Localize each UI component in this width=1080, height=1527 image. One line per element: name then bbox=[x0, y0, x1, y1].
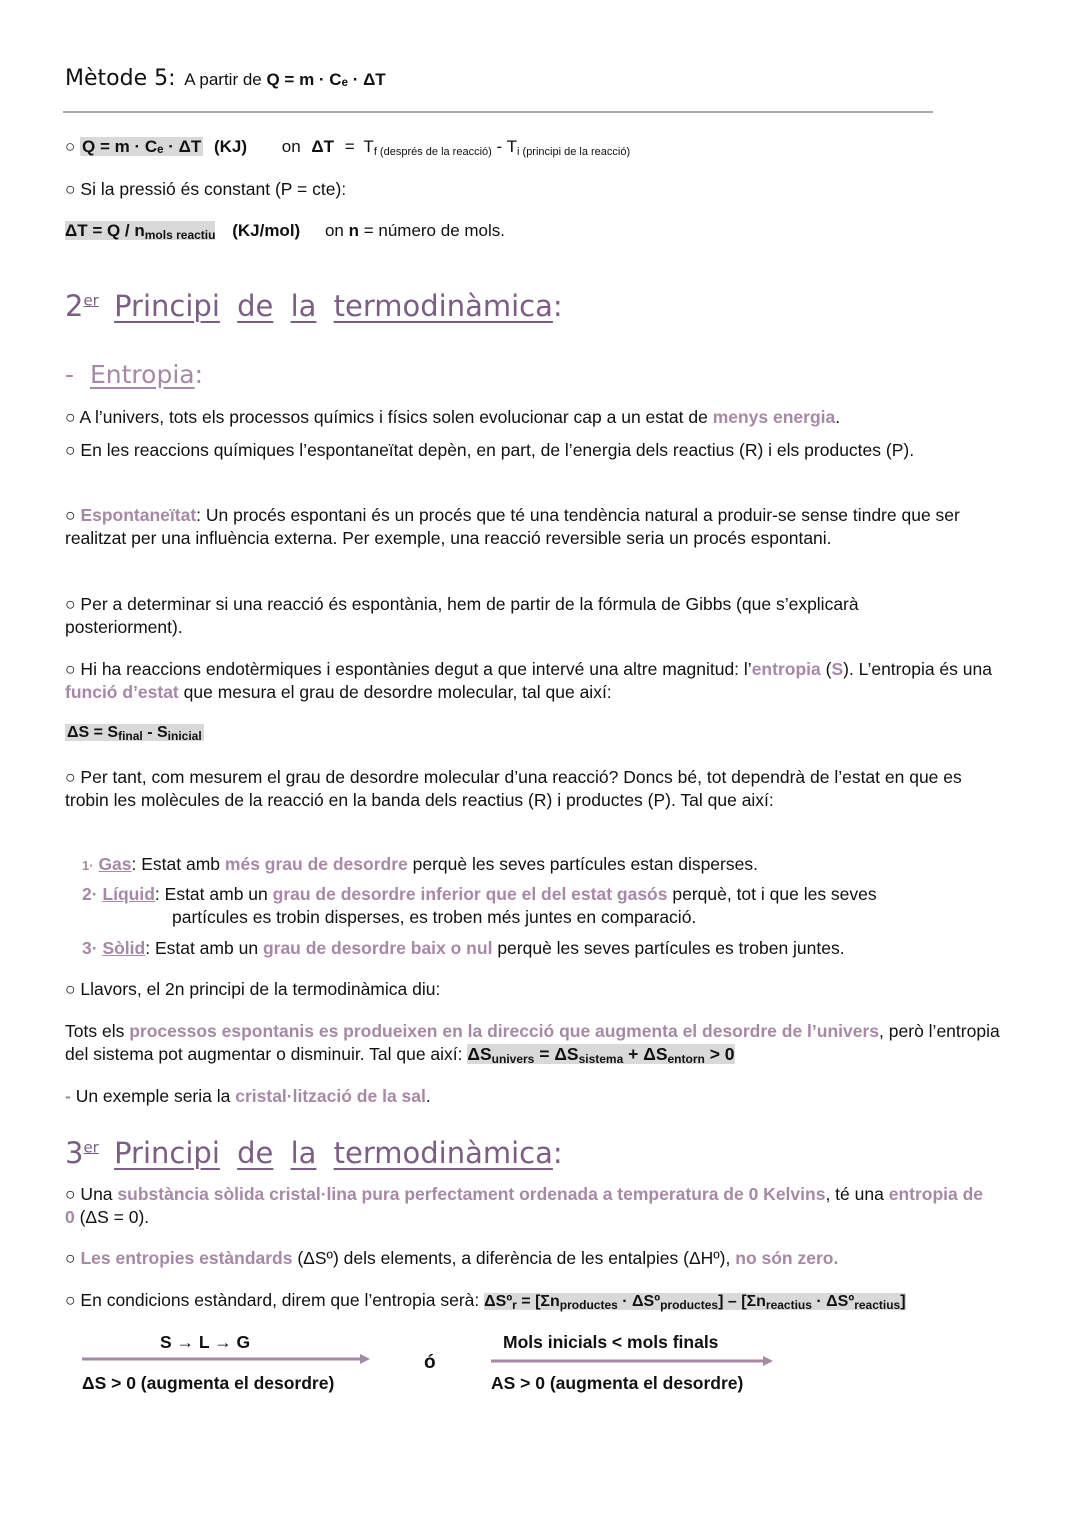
arrow-left-top-label: S → L → G bbox=[160, 1332, 251, 1352]
arrow-right-bottom-label: AS > 0 (augmenta el desordre) bbox=[491, 1373, 744, 1393]
minus: - bbox=[496, 137, 503, 156]
header-divider bbox=[63, 111, 933, 113]
heading-second-principle: 2er Principi de la termodinàmica: bbox=[65, 289, 563, 323]
delta-t-line bbox=[65, 221, 505, 242]
paragraph-entropies-estandards: ○ Les entropies estàndards (ΔSº) dels elements, a diferència de les entalpies (ΔHº), no són zero. bbox=[65, 1248, 839, 1268]
on-word-2: on bbox=[324, 221, 344, 240]
paragraph-desordre: ○ Per tant, com mesurem el grau de desordre molecular d’una reacció? Doncs bé, tot dependrà de l’estat en que es trobin les molècules de la reacció en la banda dels reactius (R) i productes (P). Tal que així: bbox=[65, 767, 962, 810]
formula-q-unit: (KJ) bbox=[213, 137, 248, 156]
state-liquid: 2· Líquid: Estat amb un grau de desordre inferior que el del estat gasós perquè, tot i que les seves bbox=[82, 884, 877, 904]
state-solid: 3· Sòlid: Estat amb un grau de desordre baix o nul perquè les seves partícules es troben juntes. bbox=[82, 938, 845, 958]
delta-t-formula: ΔT = Q / nmols reactiu bbox=[65, 221, 216, 242]
arrow-left bbox=[82, 1352, 372, 1366]
paragraph-second-principle-statement: Tots els processos espontanis es produeixen en la direcció que augmenta el desordre de l’univers, però l’entropia del sistema pot augmentar o disminuir. Tal que així: ΔSunivers = ΔSsistema + ΔSentorn > 0 bbox=[65, 1021, 1000, 1066]
paragraph-espontaneitat-energia: ○ En les reaccions químiques l’espontaneïtat depèn, en part, de l’energia dels reactius (R) i els productes (P). bbox=[65, 440, 915, 460]
tf: T bbox=[363, 137, 374, 156]
n-description: = número de mols. bbox=[363, 221, 505, 240]
arrow-or: ó bbox=[424, 1352, 436, 1373]
paragraph-gibbs: ○ Per a determinar si una reacció és espontània, hem de partir de la fórmula de Gibbs (que s’explicarà posteriorment). bbox=[65, 594, 859, 637]
state-liquid-line2: partícules es trobin disperses, es troben més juntes en comparació. bbox=[172, 907, 697, 927]
formula-q-line bbox=[65, 137, 630, 158]
n-symbol: n bbox=[348, 221, 359, 240]
paragraph-standard-entropy: ○ En condicions estàndard, direm que l’entropia serà: ΔSºr = [Σnproductes · ΔSºproductes] – [Σnreactius · ΔSºreactius] bbox=[65, 1290, 906, 1312]
arrow-right bbox=[491, 1354, 776, 1368]
method-subtitle-pre: A partir de bbox=[184, 70, 262, 89]
bullet: ○ bbox=[65, 137, 76, 156]
ti-sub: i (principi de la reacció) bbox=[517, 146, 631, 158]
pressure-line: ○ Si la pressió és constant (P = cte): bbox=[65, 179, 347, 199]
paragraph-espontaneitat: ○ Espontaneïtat: Un procés espontani és un procés que té una tendència natural a produir-se sense tindre que ser realitzat per una influència externa. Per exemple, una reacció reversible seria un procés espontani. bbox=[65, 505, 960, 548]
delta-t: ΔT bbox=[311, 137, 335, 156]
paragraph-univers: ○ A l’univers, tots els processos químics i físics solen evolucionar cap a un estat de menys energia. bbox=[65, 407, 841, 427]
arrow-left-bottom-label: ΔS > 0 (augmenta el desordre) bbox=[82, 1373, 335, 1393]
method-title: Mètode 5: bbox=[65, 66, 176, 91]
heading-third-principle: 3er Principi de la termodinàmica: bbox=[65, 1136, 563, 1170]
delta-t-unit: (KJ/mol) bbox=[232, 221, 301, 240]
equals: = bbox=[344, 137, 355, 156]
method-subtitle-formula: Q = m · Cₑ · ΔT bbox=[266, 70, 386, 89]
paragraph-entropia: ○ Hi ha reaccions endotèrmiques i espontànies degut a que intervé una altre magnitud: l’entropia (S). L’entropia és una funció d’estat que mesura el grau de desordre molecular, tal que així: bbox=[65, 659, 992, 702]
heading-entropia: - Entropia: bbox=[65, 360, 204, 389]
formula-q: Q = m · Cₑ · ΔT bbox=[82, 137, 202, 156]
tf-sub: f (després de la reacció) bbox=[373, 146, 492, 158]
paragraph-exemple: - Un exemple seria la cristal·lització de la sal. bbox=[65, 1086, 431, 1106]
arrow-right-top-label: Mols inicials < mols finals bbox=[503, 1332, 719, 1352]
state-gas: 1· Gas: Estat amb més grau de desordre perquè les seves partícules estan disperses. bbox=[82, 854, 758, 874]
ti: T bbox=[506, 137, 518, 156]
method-header bbox=[65, 66, 386, 91]
paragraph-llavors: ○ Llavors, el 2n principi de la termodinàmica diu: bbox=[65, 979, 441, 999]
formula-delta-s: ΔS = Sfinal - Sinicial bbox=[67, 724, 202, 743]
paragraph-zero-kelvin: ○ Una substància sòlida cristal·lina pura perfectament ordenada a temperatura de 0 Kelvins, té una entropia de 0 (ΔS = 0). bbox=[65, 1184, 984, 1227]
on-word: on bbox=[281, 137, 301, 156]
